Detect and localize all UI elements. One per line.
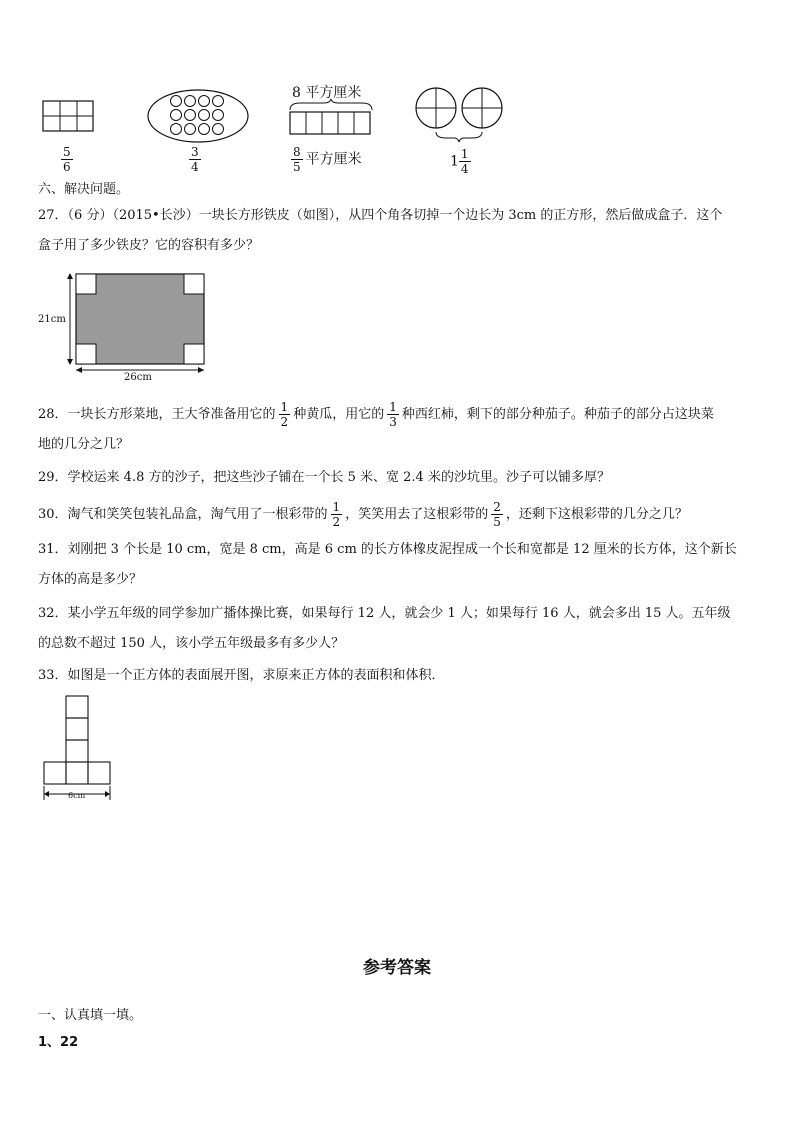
q27-width-label: 26cm xyxy=(124,372,152,383)
q33-cube-net xyxy=(40,694,116,804)
q33-line1: 33．如图是一个正方体的表面展开图，求原来正方体的表面积和体积． xyxy=(38,668,445,683)
q29: 29．学校运来 4.8 方的沙子，把这些沙子铺在一个长 5 米、宽 2.4 米的沙坑里。沙子可以铺多厚？ xyxy=(38,470,610,485)
answer-1: 1、22 xyxy=(38,1035,79,1050)
figure-grid-rectangle xyxy=(40,98,96,134)
q32-line1: 32．某小学五年级的同学参加广播体操比赛，如果每行 12 人，就会少 1 人；如果每行 16 人，就会多出 15 人。五年级 xyxy=(38,606,731,621)
fig1-caption: $\frac{5}{6}$ xyxy=(63,145,71,174)
q27-line2: 盒子用了多少铁皮？它的容积有多少？ xyxy=(38,238,260,253)
fig3-caption: $\frac{8}{5}$ 平方厘米 xyxy=(293,145,362,174)
answers-title: 参考答案 xyxy=(363,958,431,978)
figure-strip-brace xyxy=(286,98,376,138)
q33-width-label: 6cm xyxy=(68,791,86,800)
q30: 30．淘气和笑笑包装礼品盒，淘气用了一根彩带的 $\frac{1}{2}$ ，笑笑用去了这根彩带的 $\frac{2}{5}$ ，还剩下这根彩带的几分之几？ xyxy=(38,500,688,529)
answers-section-heading: 一、认真填一填。 xyxy=(38,1008,143,1023)
q31-line2: 方体的高是多少？ xyxy=(38,572,143,587)
section-heading-six: 六、解决问题。 xyxy=(38,182,130,197)
fig4-caption: 1 $\frac{1}{4}$ xyxy=(450,147,469,176)
figure-ellipse-circles xyxy=(146,88,250,144)
q28-line2: 地的几分之几？ xyxy=(38,437,130,452)
q28-line1: 28．一块长方形菜地，王大爷准备用它的 $\frac{1}{2}$ 种黄瓜，用它的 $\frac{1}{3}$ 种西红柿，剩下的部分种茄子。种茄子的部分占这块菜 xyxy=(38,400,714,429)
q27-sheet-diagram xyxy=(36,268,216,384)
fig3-top-label: 8 平方厘米 xyxy=(292,85,362,101)
q32-line2: 的总数不超过 150 人，该小学五年级最多有多少人？ xyxy=(38,636,345,651)
fig2-caption: $\frac{3}{4}$ xyxy=(191,145,199,174)
q31-line1: 31．刘刚把 3 个长是 10 cm，宽是 8 cm，高是 6 cm 的长方体橡皮泥捏成一个长和宽都是 12 厘米的长方体，这个新长 xyxy=(38,542,737,557)
q27-line1: 27．（6 分）（2015•长沙）一块长方形铁皮（如图），从四个角各切掉一个边长为 3cm 的正方形，然后做成盒子．这个 xyxy=(38,208,723,223)
q27-height-label: 21cm xyxy=(38,314,66,325)
figure-two-circles xyxy=(414,84,510,146)
